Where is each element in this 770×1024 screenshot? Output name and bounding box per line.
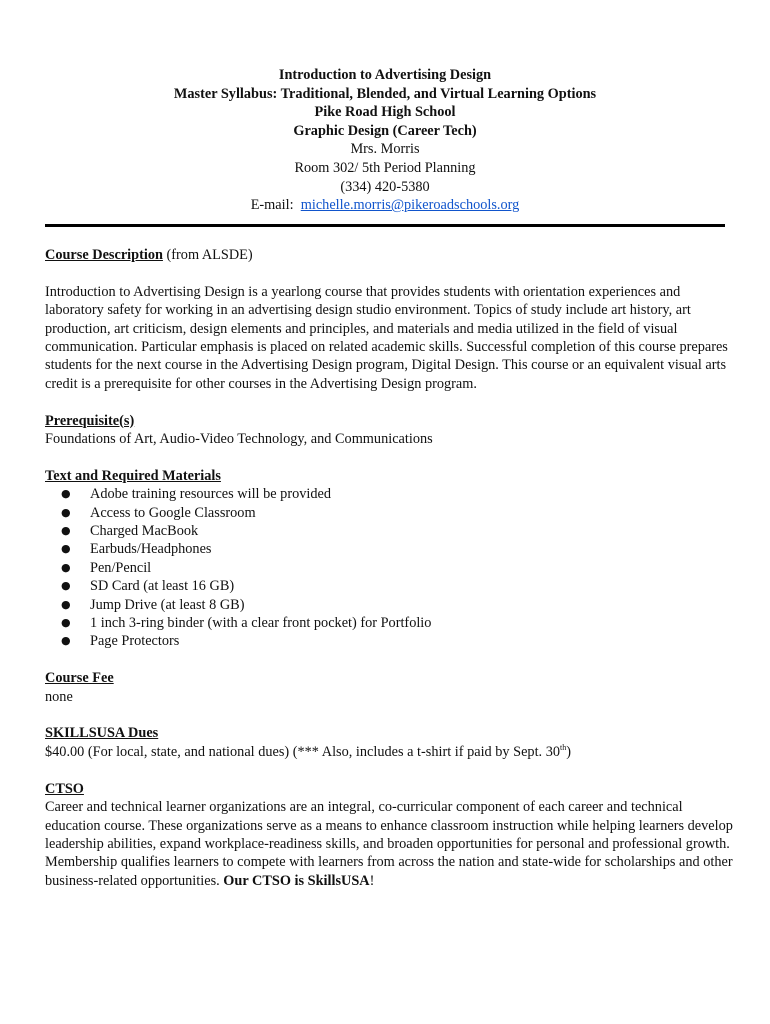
syllabus-header <box>40 66 730 215</box>
bullet-icon: ● <box>61 542 71 556</box>
email-link[interactable]: michelle.morris@pikeroadschools.org <box>300 197 520 214</box>
bullet-icon: ● <box>61 616 71 630</box>
list-item: ● Earbuds/Headphones <box>61 541 212 558</box>
course-description-note: (from ALSDE) <box>166 247 253 263</box>
teacher-name: Mrs. Morris <box>350 141 420 158</box>
bullet-icon: ● <box>61 505 71 519</box>
list-item: ● Access to Google Classroom <box>61 504 256 521</box>
room-info: Room 302/ 5th Period Planning <box>294 159 476 176</box>
course-description-heading-line <box>45 246 735 264</box>
list-item: ● 1 inch 3-ring binder (with a clear front pocket) for Portfolio <box>61 615 432 632</box>
skillsusa-dues-text: $40.00 (For local, state, and national dues) (*** Also, includes a t-shirt if paid by Sept. 30th) <box>45 743 571 760</box>
course-fee-text: none <box>45 688 73 705</box>
syllabus-subtitle: Master Syllabus: Traditional, Blended, and Virtual Learning Options <box>173 85 597 102</box>
bullet-icon: ● <box>61 524 71 538</box>
prerequisites-text: Foundations of Art, Audio-Video Technology, and Communications <box>45 431 433 448</box>
prerequisites-heading: Prerequisite(s) <box>45 412 135 429</box>
email-label: E-mail: <box>250 197 294 214</box>
bullet-icon: ● <box>61 560 71 574</box>
list-item: ● Page Protectors <box>61 633 180 650</box>
ctso-heading: CTSO <box>45 780 84 797</box>
list-item: ● Pen/Pencil <box>61 559 152 576</box>
school-name: Pike Road High School <box>314 104 456 121</box>
email-line <box>40 196 730 215</box>
list-item: ● Adobe training resources will be provided <box>61 486 331 503</box>
materials-list <box>45 485 735 651</box>
bullet-icon: ● <box>61 487 71 501</box>
course-description-text: Introduction to Advertising Design is a yearlong course that provides students with orientation experiences and laboratory safety for working in an advertising design studio environment. Topics of study include art history, art production, art criticism, design elements and principles, and materials and media utilized in the field of visual communication. Particular emphasis is placed on related academic skills. Successful completion of this course prepares students for the next course in the Advertising Design program, Digital Design. This course or an equivalent visual arts credit is a prerequisite for other courses in the Advertising Design program. <box>45 283 728 392</box>
skillsusa-dues-heading: SKILLSUSA Dues <box>45 725 159 742</box>
list-item: ● SD Card (at least 16 GB) <box>61 578 235 595</box>
phone-number: (334) 420-5380 <box>340 178 430 195</box>
bullet-icon: ● <box>61 634 71 648</box>
syllabus-body <box>45 246 735 890</box>
course-title: Introduction to Advertising Design <box>278 67 492 83</box>
ctso-text: Career and technical learner organizations are an integral, co-curricular component of each career and technical education course. These organizations serve as a means to enhance classroom instruction while helping learners develop leadership abilities, expand workplace-readiness skills, and broaden opportunities for personal and professional growth. Membership qualifies learners to compete with learners from across the nation and state-wide for scholarships and other business-related opportunities. Our CTSO is SkillsUSA! <box>45 799 733 889</box>
department-name: Graphic Design (Career Tech) <box>293 122 477 139</box>
header-divider <box>45 224 725 227</box>
course-description-heading: Course Description <box>45 247 163 263</box>
materials-heading: Text and Required Materials <box>45 467 221 484</box>
bullet-icon: ● <box>61 579 71 593</box>
course-fee-heading: Course Fee <box>45 670 114 687</box>
ctso-name: Our CTSO is SkillsUSA <box>223 872 370 889</box>
list-item: ● Jump Drive (at least 8 GB) <box>61 596 245 613</box>
bullet-icon: ● <box>61 597 71 611</box>
list-item: ● Charged MacBook <box>61 523 199 540</box>
